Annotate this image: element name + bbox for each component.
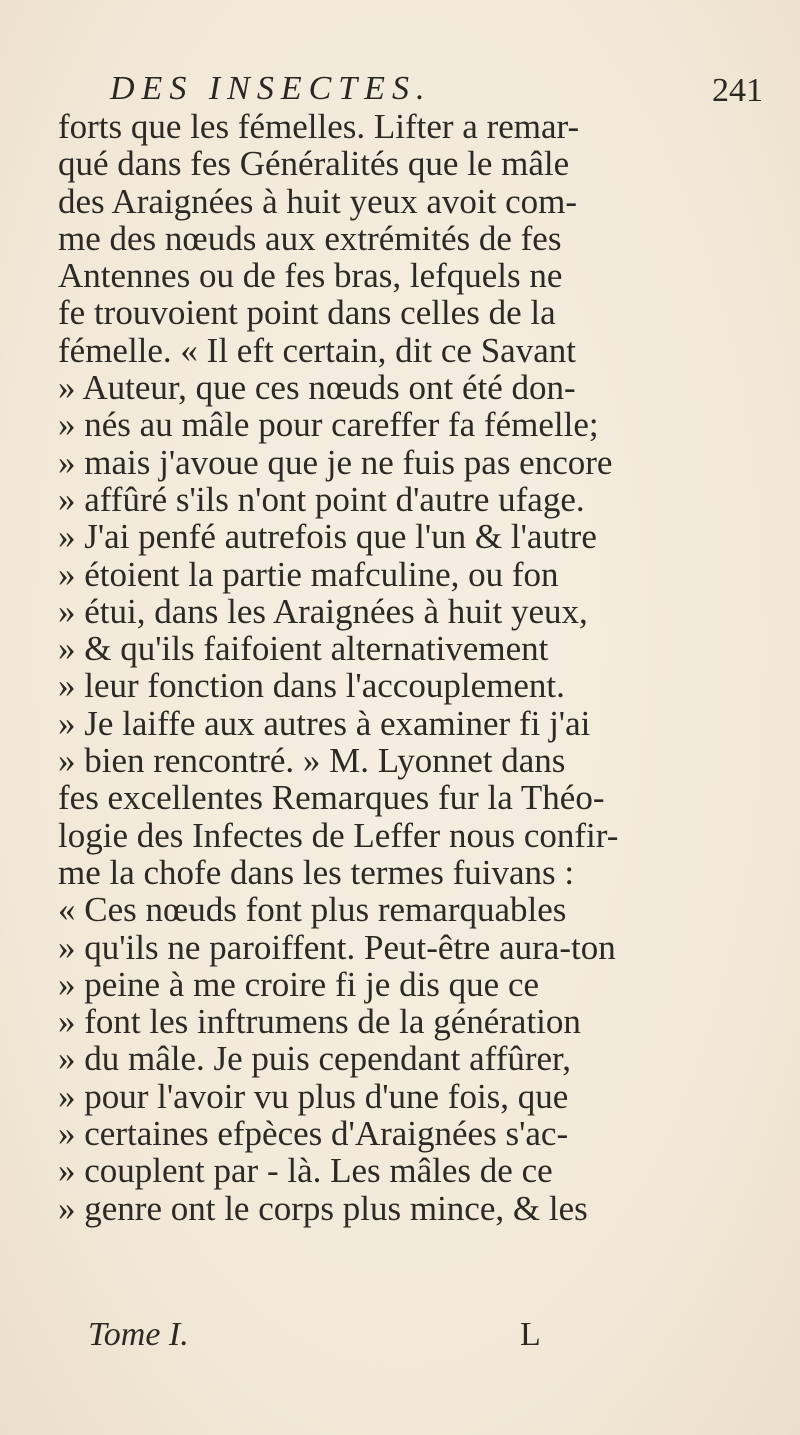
text-line: » font les inftrumens de la génération [58,1002,581,1042]
text-line: forts que les fémelles. Lifter a remar- [58,107,580,146]
text-line: logie des Infectes de Leffer nous confir- [58,815,619,855]
page-number: 241 [712,72,763,109]
text-line: » étoient la partie mafculine, ou fon [58,554,559,594]
text-line: me la chofe dans les termes fuivans : [58,852,575,892]
text-line: » leur fonction dans l'accouplement. [58,666,565,706]
text-line: » pour l'avoir vu plus d'une fois, que [58,1076,569,1116]
running-title: DES INSECTES. [110,70,432,107]
text-line: » bien rencontré. » M. Lyonnet dans [58,741,566,781]
text-line: » certaines efpèces d'Araignées s'ac- [58,1114,569,1154]
text-line: » J'ai penfé autrefois que l'un & l'autre [58,517,597,557]
text-line: Antennes ou de fes bras, lefquels ne [58,256,563,296]
page-header [0,70,800,110]
text-line: me des nœuds aux extrémités de fes [58,218,562,258]
text-line: » nés au mâle pour careffer fa fémelle; [58,405,599,445]
text-line: qué dans fes Généralités que le mâle [58,144,570,184]
text-line: » couplent par - là. Les mâles de ce [58,1151,553,1191]
text-line: » & qu'ils faifoient alternativement [58,629,549,669]
text-line: » étui, dans les Araignées à huit yeux, [58,591,588,631]
text-line: « Ces nœuds font plus remarquables [58,890,567,930]
signature-mark: L [520,1316,541,1353]
volume-label: Tome I. [88,1316,189,1353]
text-line: fémelle. « Il eft certain, dit ce Savant [58,330,576,370]
text-line: » Je laiffe aux autres à examiner fi j'ai [58,703,591,743]
page-footer [0,1316,800,1356]
body-text [58,108,758,1227]
text-line: » affûré s'ils n'ont point d'autre ufage. [58,479,585,519]
text-line: » du mâle. Je puis cependant affûrer, [58,1039,572,1079]
text-line: » mais j'avoue que je ne fuis pas encore [58,442,613,482]
text-line: » peine à me croire fi je dis que ce [58,964,540,1004]
text-line: fe trouvoient point dans celles de la [58,293,556,333]
text-line: fes excellentes Remarques fur la Théo- [58,778,605,818]
text-line: des Araignées à huit yeux avoit com- [58,181,578,221]
text-line: » Auteur, que ces nœuds ont été don- [58,368,576,408]
text-line: » qu'ils ne paroiffent. Peut-être aura-ton [58,927,616,967]
text-line: » genre ont le corps plus mince, & les [58,1188,588,1228]
